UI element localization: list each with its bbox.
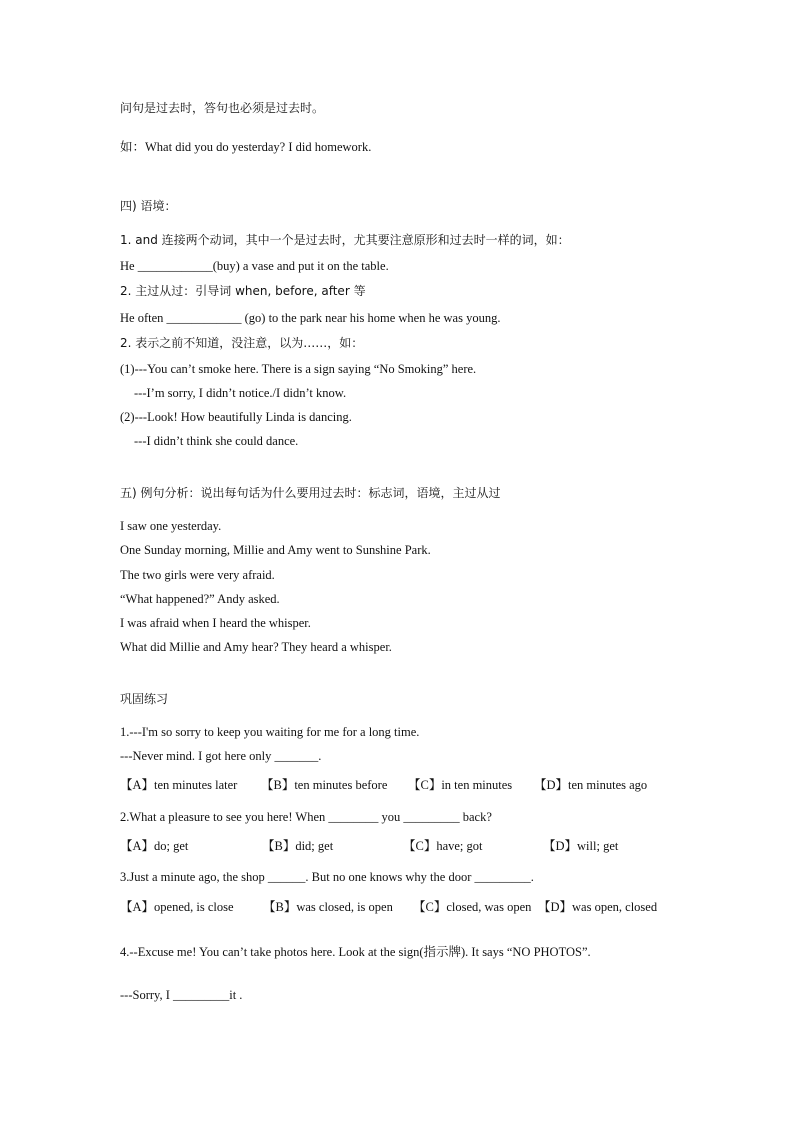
q1-option-d: 【D】ten minutes ago [534,778,648,792]
q2-line: 2.What a pleasure to see you here! When ________ you _________ back? [120,810,492,824]
section4-example1-question: (1)---You can’t smoke here. There is a sign saying “No Smoking” here. [120,362,477,376]
section3-rule: 问句是过去时，答句也必须是过去时。 [120,101,325,115]
q4-line2: ---Sorry, I _________it . [120,988,243,1002]
q2-option-d: 【D】will; get [543,839,619,853]
section5-heading: 五) 例句分析：说出每句话为什么要用过去时：标志词，语境，主过从过 [120,486,501,500]
section4-item1: 1. and 连接两个动词，其中一个是过去时，尤其要注意原形和过去时一样的词，如： [120,233,570,247]
section5-sentence: The two girls were very afraid. [120,568,275,582]
q3-option-a: 【A】opened, is close [120,900,234,914]
q2-option-b: 【B】did; get [262,839,334,853]
section5-sentence: What did Millie and Amy hear? They heard a whisper. [120,640,392,654]
q1-line1: 1.---I'm so sorry to keep you waiting for me for a long time. [120,725,420,739]
q3-option-c: 【C】closed, was open [413,900,532,914]
q1-option-a: 【A】ten minutes later [120,778,238,792]
section5-sentence: One Sunday morning, Millie and Amy went to Sunshine Park. [120,543,431,557]
section3-example: 如：What did you do yesterday? I did homework. [120,140,372,154]
section5-sentence: I was afraid when I heard the whisper. [120,616,311,630]
q2-option-a: 【A】do; get [120,839,189,853]
section5-sentence: “What happened?” Andy asked. [120,592,280,606]
q3-line: 3.Just a minute ago, the shop ______. But no one knows why the door _________. [120,870,534,884]
section4-item3: 2. 表示之前不知道，没注意，以为……，如： [120,336,364,350]
q1-option-b: 【B】ten minutes before [261,778,388,792]
section4-example2-question: (2)---Look! How beautifully Linda is dancing. [120,410,352,424]
q4-line1: 4.--Excuse me! You can’t take photos here. Look at the sign(指示牌). It says “NO PHOTOS”. [120,945,591,959]
q1-option-c: 【C】in ten minutes [408,778,513,792]
q1-line2: ---Never mind. I got here only _______. [120,749,322,763]
q3-option-d: 【D】was open, closed [538,900,658,914]
q2-option-c: 【C】have; got [403,839,483,853]
section4-item2-example: He often ____________ (go) to the park near his home when he was young. [120,311,501,325]
section4-example1-answer: ---I’m sorry, I didn’t notice./I didn’t know. [134,386,347,400]
q3-option-b: 【B】was closed, is open [263,900,393,914]
practice-heading: 巩固练习 [120,692,169,706]
section4-item2: 2. 主过从过：引导词 when, before, after 等 [120,284,366,298]
section4-example2-answer: ---I didn’t think she could dance. [134,434,299,448]
section4-item1-example: He ____________(buy) a vase and put it on the table. [120,259,389,273]
section5-sentence: I saw one yesterday. [120,519,222,533]
section4-heading: 四) 语境： [120,199,177,213]
